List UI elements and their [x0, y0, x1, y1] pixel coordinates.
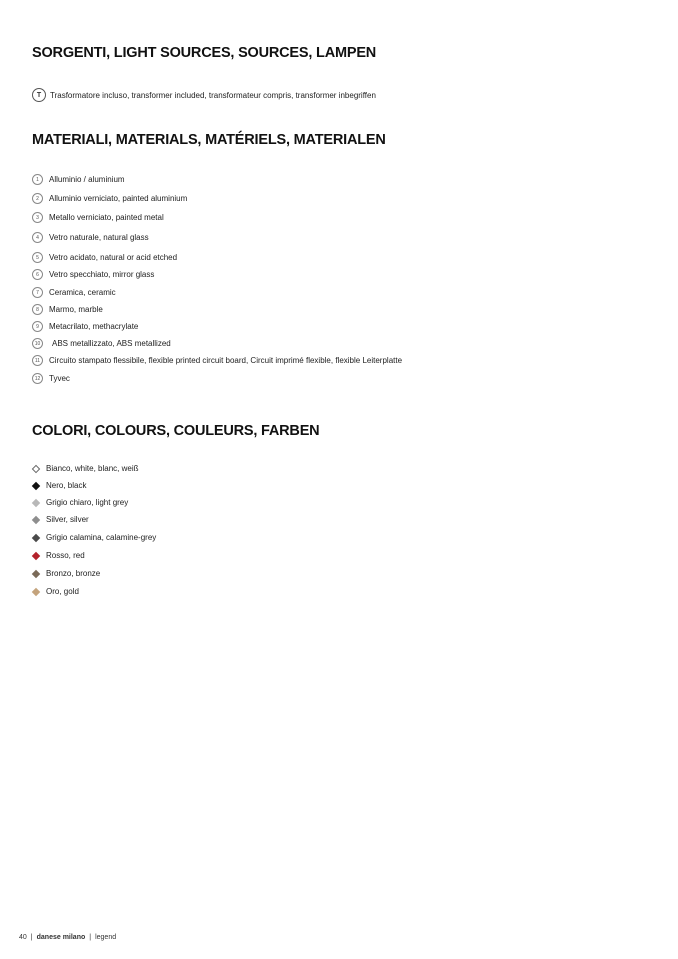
material-number-icon: 1: [32, 174, 43, 185]
color-item: [32, 498, 128, 507]
color-swatch-diamond-icon: [32, 587, 40, 595]
sources-heading: SORGENTI, LIGHT SOURCES, SOURCES, LAMPEN: [32, 45, 377, 61]
footer-separator: |: [30, 934, 33, 941]
material-number-icon: 9: [32, 321, 43, 332]
color-item: [32, 533, 156, 542]
material-number-icon: 5: [32, 252, 43, 263]
color-label: Bronzo, bronze: [46, 569, 101, 578]
color-swatch-diamond-icon: [32, 551, 40, 559]
footer-separator: |: [89, 934, 92, 941]
material-number-icon: 2: [32, 193, 43, 204]
material-label: Vetro acidato, natural or acid etched: [49, 253, 178, 262]
material-item: [32, 355, 402, 366]
material-label: Marmo, marble: [49, 305, 103, 314]
material-item: [32, 232, 149, 243]
color-label: Oro, gold: [46, 587, 79, 596]
color-swatch-diamond-icon: [32, 533, 40, 541]
material-label: Circuito stampato flessibile, flexible printed circuit board, Circuit imprimé flexible, flexible Leiterplatte: [49, 356, 403, 365]
color-label: Rosso, red: [46, 551, 85, 560]
material-item: [32, 338, 171, 349]
color-item: [32, 587, 79, 596]
materials-heading: MATERIALI, MATERIALS, MATÉRIELS, MATERIALEN: [32, 132, 386, 148]
material-item: [32, 252, 177, 263]
material-number-icon: 3: [32, 212, 43, 223]
material-number-icon: 10: [32, 338, 43, 349]
section-name: legend: [95, 934, 117, 941]
material-label: Metacrilato, methacrylate: [49, 322, 139, 331]
transformer-item: [32, 88, 376, 102]
material-number-icon: 6: [32, 269, 43, 280]
material-item: [32, 287, 116, 298]
color-swatch-diamond-icon: [32, 498, 40, 506]
material-item: [32, 304, 103, 315]
color-swatch-diamond-icon: [32, 464, 40, 472]
transformer-label: Trasformatore incluso, transformer included, transformateur compris, transformer inbegriffen: [50, 90, 376, 100]
material-label: Vetro naturale, natural glass: [49, 233, 149, 242]
color-label: Bianco, white, blanc, weiß: [46, 464, 139, 473]
material-label: ABS metallizzato, ABS metallized: [52, 339, 171, 348]
color-item: [32, 569, 100, 578]
colors-heading: COLORI, COLOURS, COULEURS, FARBEN: [32, 423, 320, 439]
material-item: [32, 174, 125, 185]
material-label: Ceramica, ceramic: [49, 288, 116, 297]
material-label: Alluminio / aluminium: [49, 175, 125, 184]
material-label: Metallo verniciato, painted metal: [49, 213, 164, 222]
brand-name: danese milano: [36, 934, 86, 941]
material-item: [32, 373, 70, 384]
color-swatch-diamond-icon: [32, 515, 40, 523]
color-label: Grigio calamina, calamine-grey: [46, 533, 157, 542]
material-item: [32, 321, 138, 332]
page-number: 40: [19, 934, 27, 941]
material-number-icon: 12: [32, 373, 43, 384]
material-item: [32, 193, 187, 204]
material-item: [32, 212, 164, 223]
color-label: Grigio chiaro, light grey: [46, 498, 129, 507]
color-item: [32, 551, 85, 560]
material-number-icon: 11: [32, 355, 43, 366]
material-label: Vetro specchiato, mirror glass: [49, 270, 155, 279]
color-item: [32, 515, 89, 524]
color-swatch-diamond-icon: [32, 481, 40, 489]
material-label: Tyvec: [49, 374, 70, 383]
material-number-icon: 7: [32, 287, 43, 298]
material-number-icon: 8: [32, 304, 43, 315]
color-swatch-diamond-icon: [32, 569, 40, 577]
color-item: [32, 481, 86, 490]
page-footer: [19, 934, 116, 941]
material-number-icon: 4: [32, 232, 43, 243]
transformer-icon: T: [32, 88, 46, 102]
color-label: Nero, black: [46, 481, 87, 490]
color-label: Silver, silver: [46, 515, 89, 524]
material-item: [32, 269, 154, 280]
material-label: Alluminio verniciato, painted aluminium: [49, 194, 188, 203]
color-item: [32, 464, 139, 473]
